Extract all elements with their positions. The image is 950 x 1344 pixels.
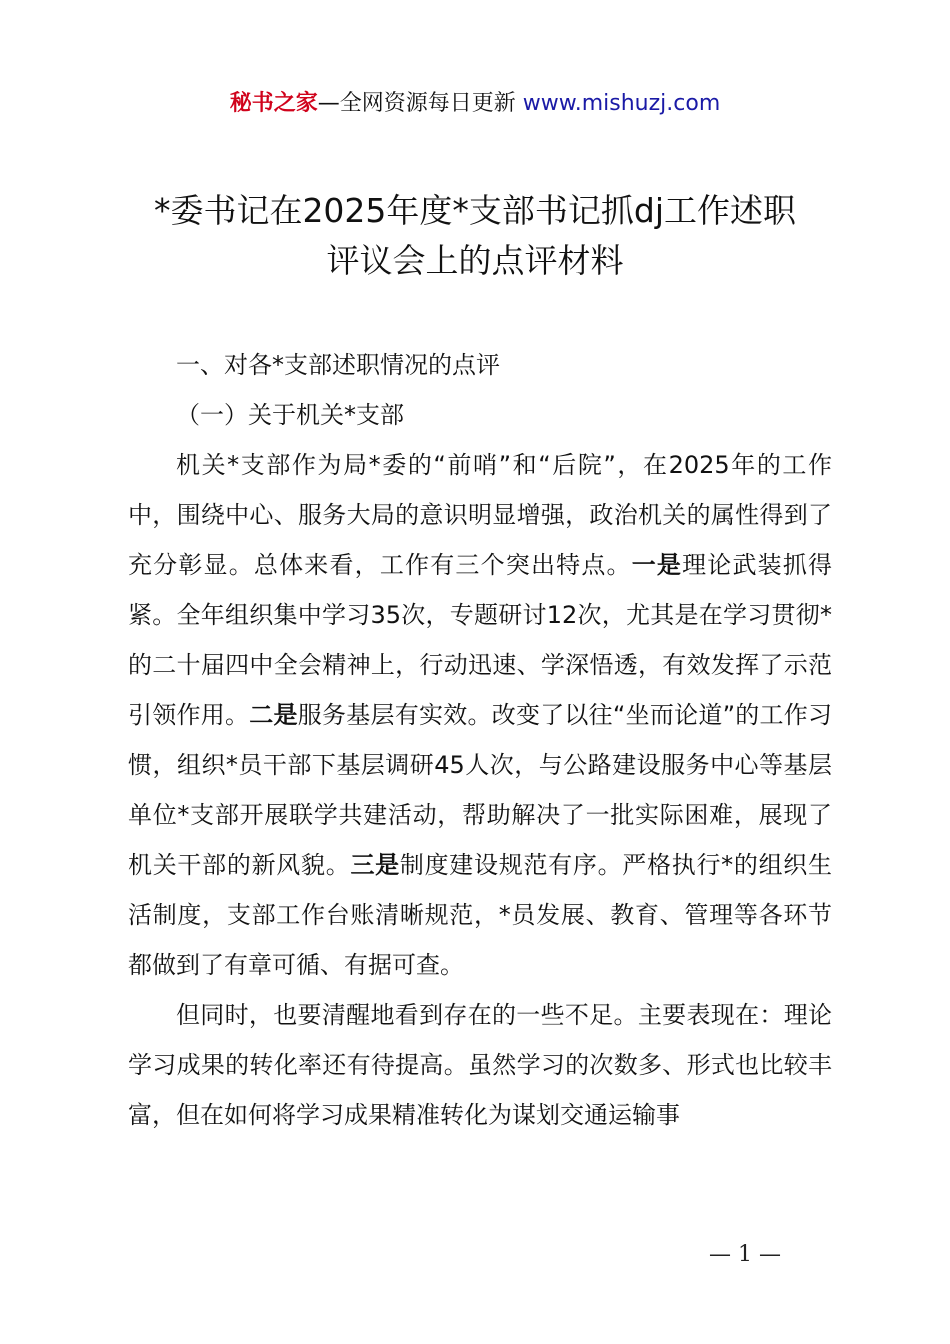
paragraph-2: 但同时，也要清醒地看到存在的一些不足。主要表现在：理论学习成果的转化率还有待提高。虽然学习的次数多、形式也比较丰富，但在如何将学习成果精准转化为谋划交通运输事 [128, 1001, 832, 1129]
header-tagline: —全网资源每日更新 [317, 91, 523, 116]
keyword-second: 二是 [249, 701, 298, 729]
site-header [0, 88, 950, 120]
page-number: — 1 — [709, 1242, 781, 1267]
title-line-2: 评议会上的点评材料 [326, 241, 624, 280]
subsection-heading: （一）关于机关*支部 [176, 401, 404, 429]
paragraph-1-point-3: 制度建设规范有序。严格执行*的组织生活制度，支部工作台账清晰规范，*员发展、教育、管理等各环节都做到了有章可循、有据可查。 [128, 851, 833, 979]
header-url[interactable]: www.mishuzj.com [522, 91, 721, 116]
section-heading: 一、对各*支部述职情况的点评 [176, 351, 500, 379]
keyword-third: 三是 [350, 851, 400, 879]
paragraph-1-intro: 机关*支部作为局*委的“前哨”和“后院”，在2025年的工作中，围绕中心、服务大局的意识明显增强，政治机关的属性得到了充分彰显。总体来看，工作有三个突出特点。 [128, 451, 832, 579]
paragraph-1-point-1: 理论武装抓得紧。全年组织集中学习35次，专题研讨12次，尤其是在学习贯彻*的二十届四中全会精神上，行动迅速、学深悟透，有效发挥了示范引领作用。 [128, 551, 833, 729]
title-line-1: *委书记在2025年度*支部书记抓dj工作述职 [153, 191, 797, 230]
document-title [60, 186, 890, 286]
paragraph-1 [128, 440, 832, 990]
paragraph-1-point-2: 服务基层有实效。改变了以往“坐而论道”的工作习惯，组织*员干部下基层调研45人次，与公路建设服务中心等基层单位*支部开展联学共建活动，帮助解决了一批实际困难，展现了机关干部的新风貌。 [128, 701, 833, 879]
keyword-first: 一是 [631, 551, 683, 579]
document-body [128, 340, 832, 1140]
brand-name: 秘书之家 [229, 91, 318, 116]
